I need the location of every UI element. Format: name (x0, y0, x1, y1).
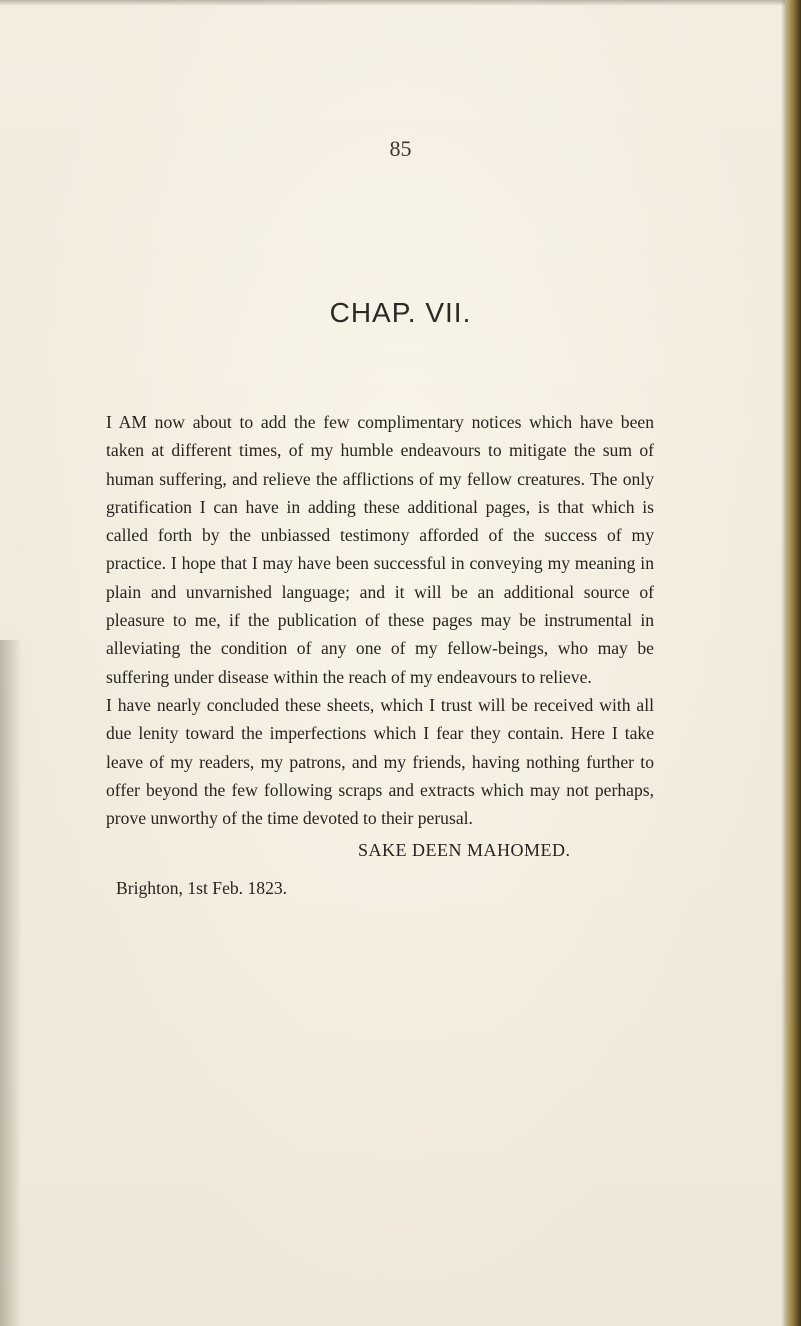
author-signature: SAKE DEEN MAHOMED. (358, 840, 571, 860)
page-top-shadow (0, 0, 801, 6)
dateline: Brighton, 1st Feb. 1823. (116, 878, 288, 898)
paragraph-1: I AM now about to add the few complimentary notices which have been taken at different times, of my humble endeavours to mitigate the sum of human suffering, and relieve the afflictions of my fellow creatures. The only gratification I can have in adding these additional pages, is that which is called forth by the unbiassed testimony afforded of the success of my practice. I hope that I may have been successful in conveying my meaning in plain and unvarnished language; and it will be an additional source of pleasure to me, if the publication of these pages may be instrumental in alleviating the condition of any one of my fellow-beings, who may be suffering under disease within the reach of my endeavours to relieve. (106, 412, 654, 687)
page-left-edge (0, 640, 22, 1326)
body-text (106, 408, 654, 832)
book-spine-edge (785, 0, 801, 1326)
paragraph-2: I have nearly concluded these sheets, which I trust will be received with all due lenity toward the imperfections which I fear they contain. Here I take leave of my readers, my patrons, and my friends, having nothing further to offer beyond the few following scraps and extracts which may not perhaps, prove unworthy of the time devoted to their perusal. (106, 694, 654, 829)
page-number: 85 (389, 136, 412, 161)
chapter-heading: CHAP. VII. (329, 297, 472, 328)
